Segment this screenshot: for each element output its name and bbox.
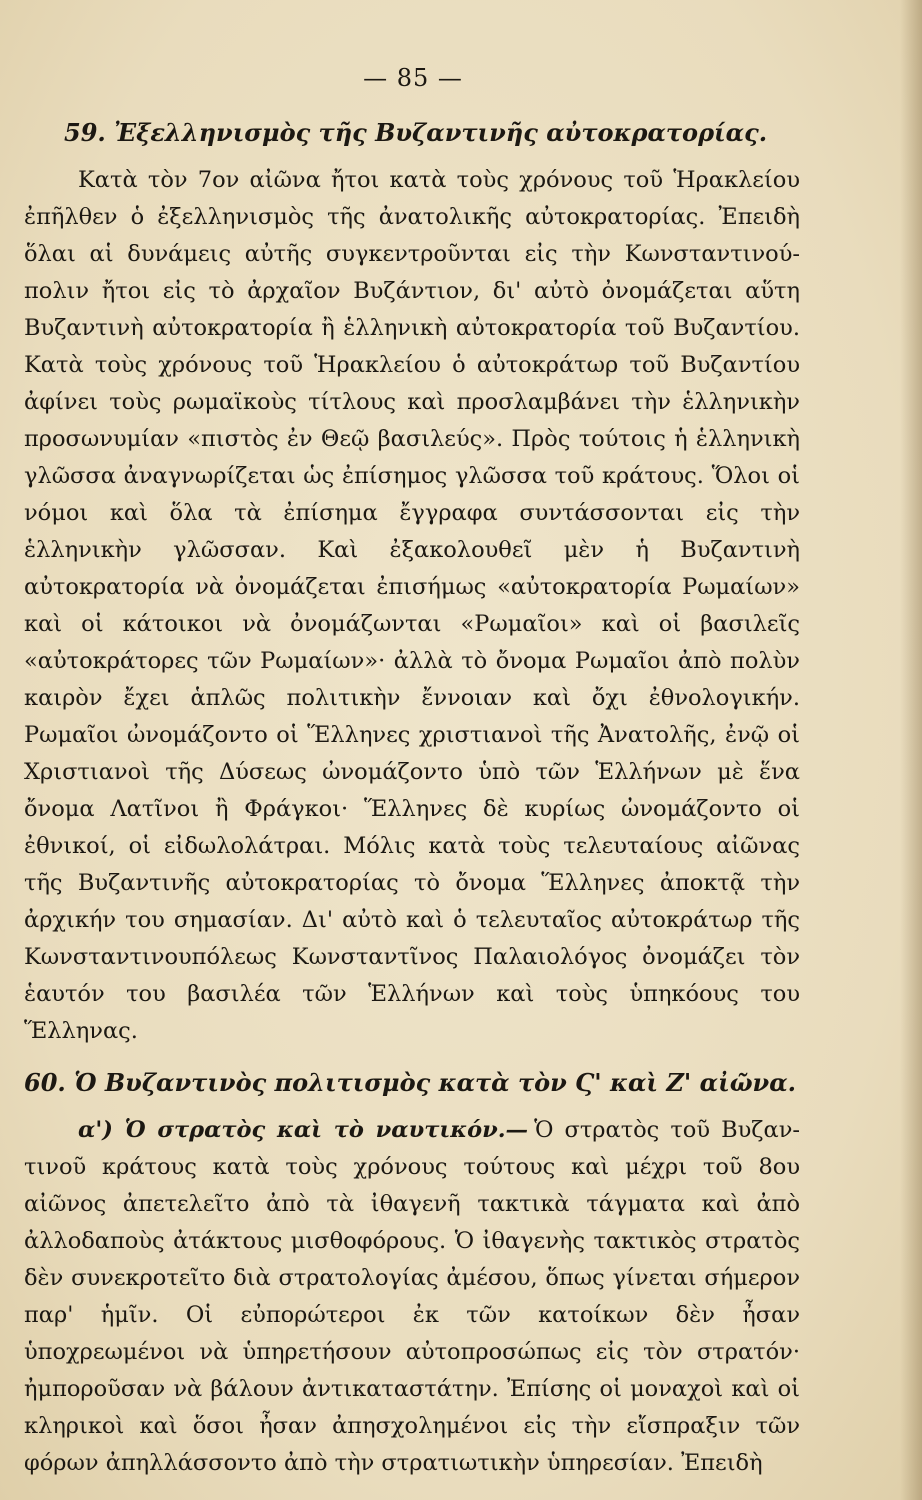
page-number: — 85 — [363,64,463,92]
section-heading: 60. Ὁ Βυζαντινὸς πολιτισμὸς κατὰ τὸν Ϛ' καὶ Ζ' αἰῶνα. [24,1068,797,1097]
page-edge-shadow [900,0,922,1500]
paragraph [24,1112,800,1482]
section-59 [24,112,800,1050]
subsection-heading: α') Ὁ στρατὸς καὶ τὸ ναυτικόν.— [78,1117,529,1143]
page-content [24,112,800,1482]
paragraph-text: Ὁ στρατὸς τοῦ Βυζαντινοῦ κράτους κατὰ τοὺς χρόνους τούτους καὶ μέχρι τοῦ 8ου αἰῶνος ἀπετελεῖτο ἀπὸ τὰ ἰθαγενῆ τακτικὰ τάγματα καὶ ἀπὸ ἀλλοδαποὺς ἀτάκτους μισθοφόρους. Ὁ ἰθαγενὴς τακτικὸς στρατὸς δὲν συνεκροτεῖτο διὰ στρατολογίας ἀμέσου, ὅπως γίνεται σήμερον παρ' ἡμῖν. Οἱ εὐπορώτεροι ἐκ τῶν κατοίκων δὲν ἦσαν ὑποχρεωμένοι νὰ ὑπηρετήσουν αὐτοπροσώπως εἰς τὸν στρατόν· ἠμποροῦσαν νὰ βάλουν ἀντικαταστάτην. Ἐπίσης οἱ μοναχοὶ καὶ οἱ κληρικοὶ καὶ ὅσοι ἦσαν ἀπησχολημένοι εἰς τὴν εἴσπραξιν τῶν φόρων ἀπηλλάσσοντο ἀπὸ τὴν στρατιωτικὴν ὑπηρεσίαν. Ἐπειδὴ [24,1117,800,1476]
paragraph: Κατὰ τὸν 7ον αἰῶνα ἤτοι κατὰ τοὺς χρόνους τοῦ Ἡρακλείου ἐπῆλθεν ὁ ἐξελληνισμὸς τῆς ἀνατολικῆς αὐτοκρατορίας. Ἐπειδὴ ὅλαι αἱ δυνάμεις αὐτῆς συγκεντροῦνται εἰς τὴν Κωνσταντινούπολιν ἤτοι εἰς τὸ ἀρχαῖον Βυζάντιον, δι' αὐτὸ ὀνομάζεται αὕτη Βυζαντινὴ αὐτοκρατορία ἢ ἑλληνικὴ αὐτοκρατορία τοῦ Βυζαντίου. Κατὰ τοὺς χρόνους τοῦ Ἡρακλείου ὁ αὐτοκράτωρ τοῦ Βυζαντίου ἀφίνει τοὺς ρωμαϊκοὺς τίτλους καὶ προσλαμβάνει τὴν ἑλληνικὴν προσωνυμίαν «πιστὸς ἐν Θεῷ βασιλεύς». Πρὸς τούτοις ἡ ἑλληνικὴ γλῶσσα ἀναγνωρίζεται ὡς ἐπίσημος γλῶσσα τοῦ κράτους. Ὅλοι οἱ νόμοι καὶ ὅλα τὰ ἐπίσημα ἔγγραφα συντάσσονται εἰς τὴν ἑλληνικὴν γλῶσσαν. Καὶ ἐξακολουθεῖ μὲν ἡ Βυζαντινὴ αὐτοκρατορία νὰ ὀνομάζεται ἐπισήμως «αὐτοκρατορία Ρωμαίων» καὶ οἱ κάτοικοι νὰ ὀνομάζωνται «Ρωμαῖοι» καὶ οἱ βασιλεῖς «αὐτοκράτορες τῶν Ρωμαίων»· ἀλλὰ τὸ ὄνομα Ρωμαῖοι ἀπὸ πολὺν καιρὸν ἔχει ἁπλῶς πολιτικὴν ἔννοιαν καὶ ὄχι ἐθνολογικήν. Ρωμαῖοι ὠνομάζοντο οἱ Ἕλληνες χριστιανοὶ τῆς Ἀνατολῆς, ἐνῷ οἱ Χριστιανοὶ τῆς Δύσεως ὠνομάζοντο ὑπὸ τῶν Ἑλλήνων μὲ ἕνα ὄνομα Λατῖνοι ἢ Φράγκοι· Ἕλληνες δὲ κυρίως ὠνομάζοντο οἱ ἐθνικοί, οἱ εἰδωλολάτραι. Μόλις κατὰ τοὺς τελευταίους αἰῶνας τῆς Βυζαντινῆς αὐτοκρατορίας τὸ ὄνομα Ἕλληνες ἀποκτᾷ τὴν ἀρχικήν του σημασίαν. Δι' αὐτὸ καὶ ὁ τελευταῖος αὐτοκράτωρ τῆς Κωνσταντινουπόλεως Κωνσταντῖνος Παλαιολόγος ὀνομάζει τὸν ἑαυτόν του βασιλέα τῶν Ἑλλήνων καὶ τοὺς ὑπηκόους του Ἕλληνας. [24,167,800,1044]
section-60 [24,1062,800,1482]
section-heading: 59. Ἐξελληνισμὸς τῆς Βυζαντινῆς αὐτοκρατορίας. [64,118,768,147]
